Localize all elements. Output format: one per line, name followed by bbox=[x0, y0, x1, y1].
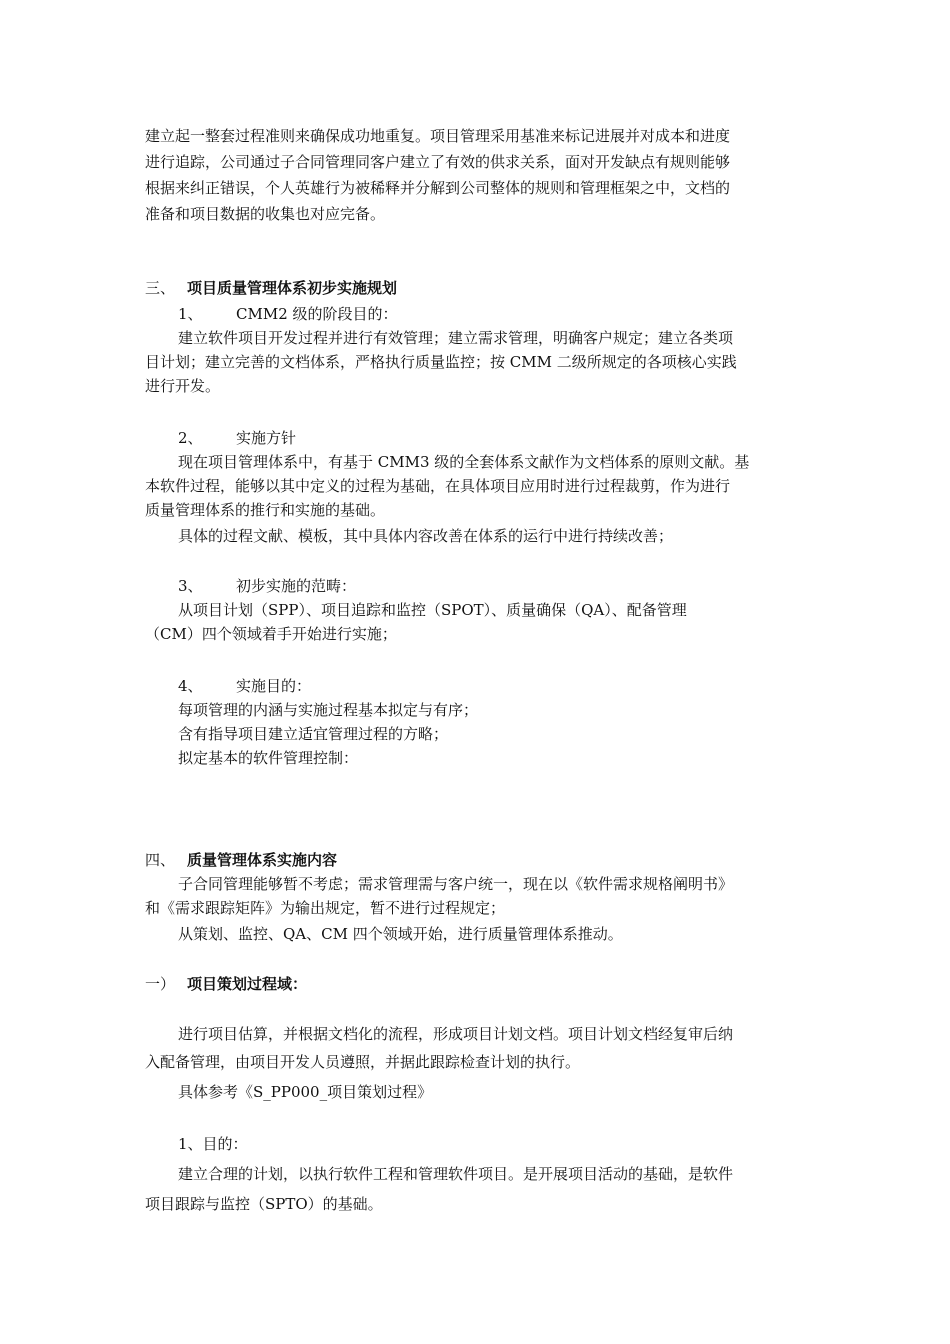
subsection-number: 一） bbox=[145, 975, 176, 993]
item-number: 3、 bbox=[178, 577, 203, 595]
section-title: 质量管理体系实施内容 bbox=[187, 851, 338, 869]
item-1-line: 进行开发。 bbox=[145, 377, 221, 395]
intro-line: 建立起一整套过程准则来确保成功地重复。项目管理采用基准来标记进展并对成本和进度 bbox=[145, 127, 731, 145]
item-number: 4、 bbox=[178, 677, 203, 695]
intro-line: 根据来纠正错误，个人英雄行为被稀释并分解到公司整体的规则和管理框架之中，文档的 bbox=[145, 179, 731, 197]
item-number: 1、 bbox=[178, 305, 203, 323]
item-3-line: （CM）四个领域着手开始进行实施； bbox=[145, 625, 397, 643]
subsection-1-reference: 具体参考《S_PP000_项目策划过程》 bbox=[178, 1083, 433, 1101]
section-4-extra: 从策划、监控、QA、CM 四个领域开始，进行质量管理体系推动。 bbox=[178, 925, 623, 943]
item-2-extra: 具体的过程文献、模板，其中具体内容改善在体系的运行中进行持续改善； bbox=[178, 527, 674, 545]
item-label: 初步实施的范畴： bbox=[236, 577, 357, 595]
section-number: 三、 bbox=[145, 279, 176, 297]
item-4-line: 每项管理的内涵与实施过程基本拟定与有序； bbox=[178, 701, 479, 719]
item-2-line: 本软件过程，能够以其中定义的过程为基础，在具体项目应用时进行过程裁剪，作为进行 bbox=[145, 477, 731, 495]
item-2-line: 质量管理体系的推行和实施的基础。 bbox=[145, 501, 386, 519]
item-4-heading bbox=[178, 674, 311, 698]
section-number: 四、 bbox=[145, 851, 176, 869]
item-3-heading bbox=[178, 574, 356, 598]
item-label: 实施目的： bbox=[236, 677, 312, 695]
item-1-line: 建立软件项目开发过程并进行有效管理；建立需求管理，明确客户规定；建立各类项 bbox=[178, 329, 734, 347]
item-label: CMM2 级的阶段目的： bbox=[236, 305, 398, 323]
subsection-1-line: 入配备管理，由项目开发人员遵照，并据此跟踪检查计划的执行。 bbox=[145, 1053, 581, 1071]
intro-line: 进行追踪，公司通过子合同管理同客户建立了有效的供求关系，面对开发缺点有规则能够 bbox=[145, 153, 731, 171]
item-3-line: 从项目计划（SPP）、项目追踪和监控（SPOT）、质量确保（QA）、配备管理 bbox=[178, 601, 687, 619]
item-2-heading bbox=[178, 426, 296, 450]
subsection-title: 项目策划过程域： bbox=[187, 975, 308, 993]
item-4-line: 含有指导项目建立适宜管理过程的方略； bbox=[178, 725, 449, 743]
item-number: 2、 bbox=[178, 429, 203, 447]
section-3-heading bbox=[145, 276, 397, 300]
item-label: 实施方针 bbox=[236, 429, 297, 447]
section-4-line: 子合同管理能够暂不考虑；需求管理需与客户统一，现在以《软件需求规格阐明书》 bbox=[178, 875, 734, 893]
section-4-line: 和《需求跟踪矩阵》为输出规定，暂不进行过程规定； bbox=[145, 899, 506, 917]
section-title: 项目质量管理体系初步实施规划 bbox=[187, 279, 398, 297]
subsection-1-heading bbox=[145, 972, 307, 996]
item-1-heading bbox=[178, 302, 398, 326]
section-4-heading bbox=[145, 848, 337, 872]
purpose-line: 建立合理的计划，以执行软件工程和管理软件项目。是开展项目活动的基础，是软件 bbox=[178, 1165, 734, 1183]
intro-line: 准备和项目数据的收集也对应完备。 bbox=[145, 205, 386, 223]
subsection-1-line: 进行项目估算，并根据文档化的流程，形成项目计划文档。项目计划文档经复审后纳 bbox=[178, 1025, 734, 1043]
item-2-line: 现在项目管理体系中，有基于 CMM3 级的全套体系文献作为文档体系的原则文献。基 bbox=[178, 453, 750, 471]
item-4-line: 拟定基本的软件管理控制： bbox=[178, 749, 359, 767]
purpose-line: 项目跟踪与监控（SPTO）的基础。 bbox=[145, 1195, 383, 1213]
purpose-heading: 1、目的： bbox=[178, 1135, 248, 1153]
item-1-line: 目计划；建立完善的文档体系，严格执行质量监控；按 CMM 二级所规定的各项核心实践 bbox=[145, 353, 737, 371]
